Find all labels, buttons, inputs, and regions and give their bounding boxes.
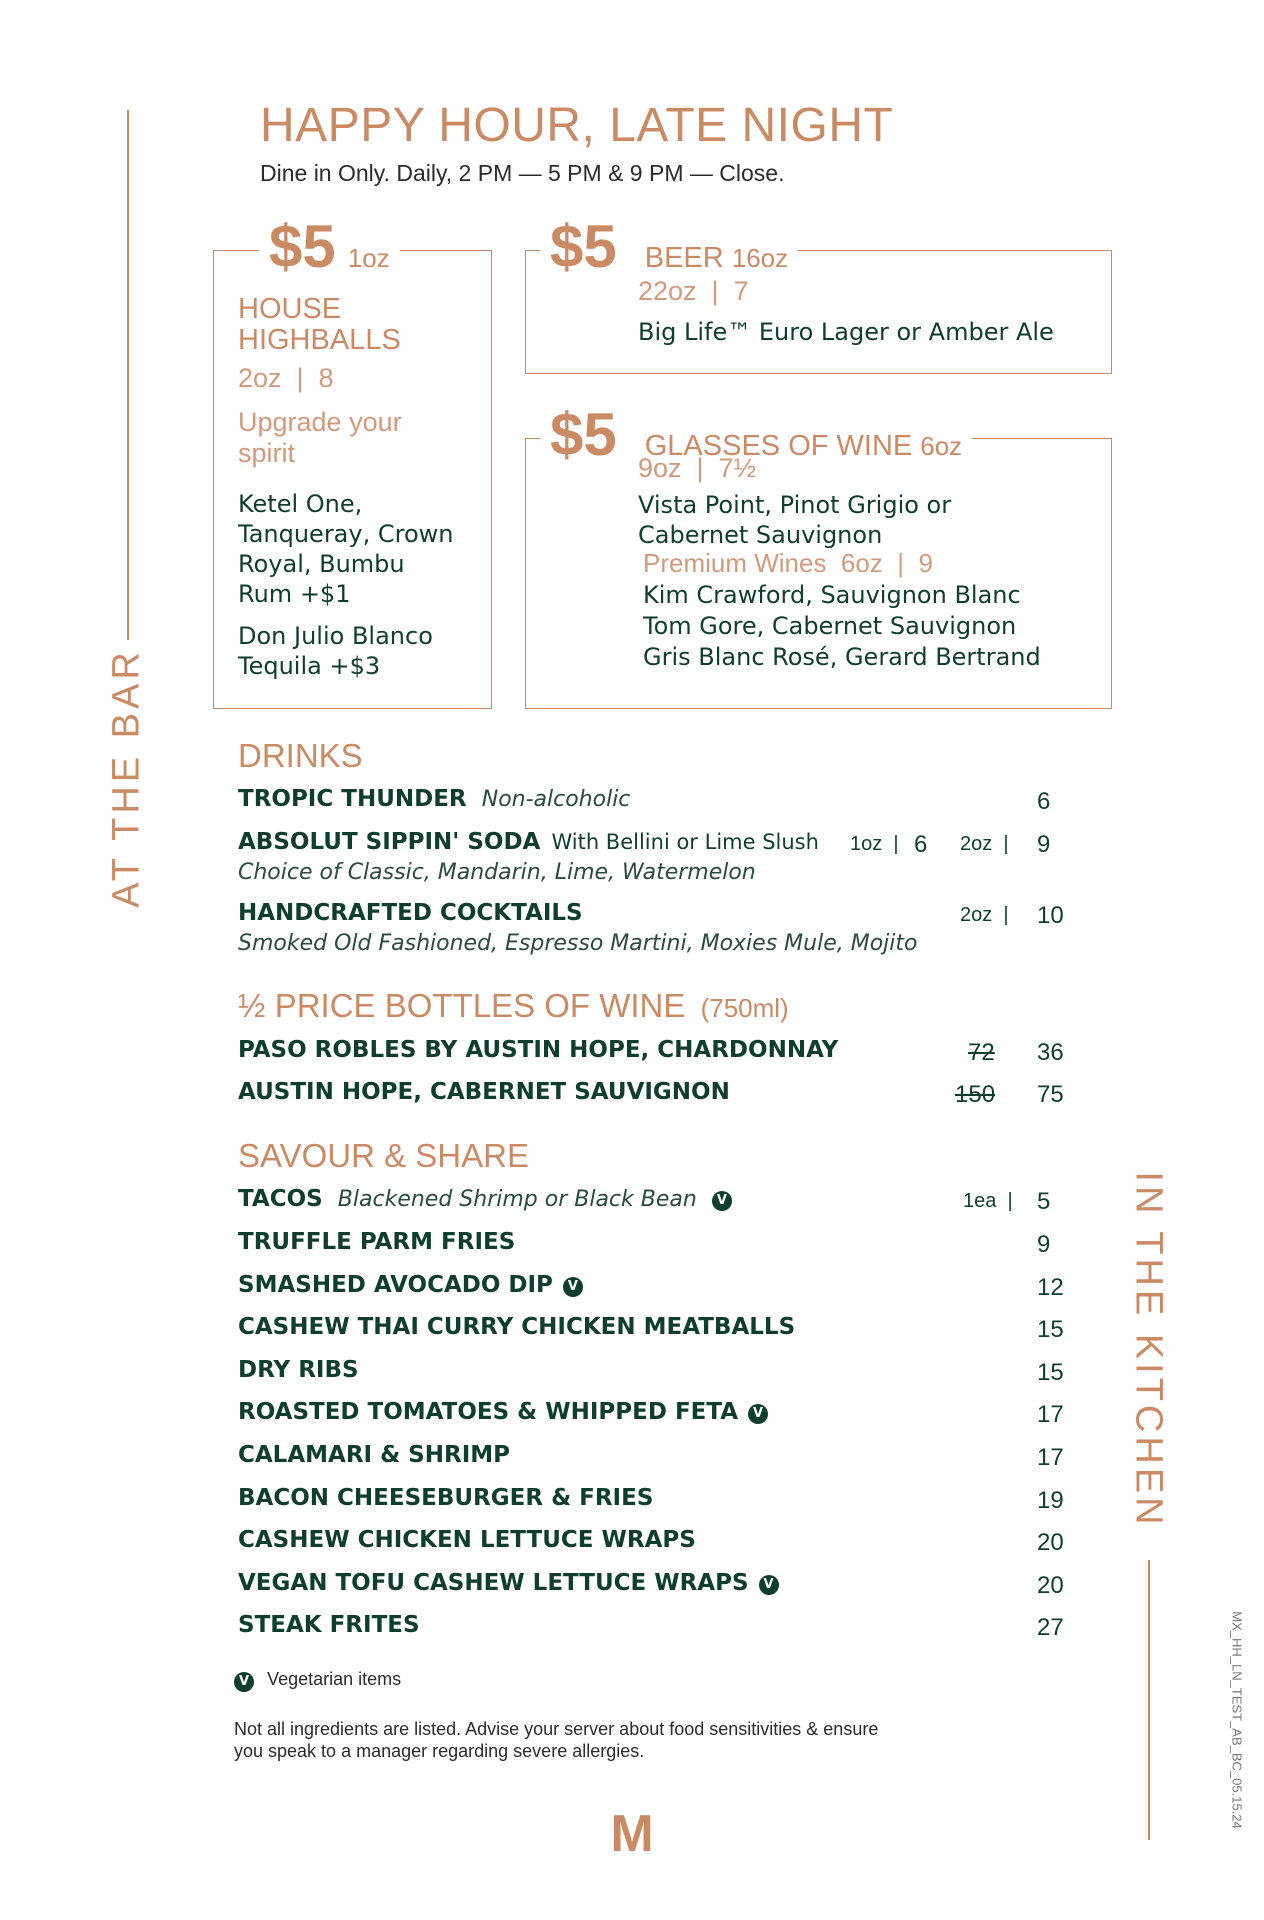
highballs-alt-size: 2oz | 8 [238,363,334,393]
highballs-size: 1oz [347,243,390,273]
menu-item [238,1399,1068,1433]
side-label-bar: AT THE BAR [105,648,148,908]
item-size-1: 1oz | [850,833,899,855]
item-price: 17 [1037,1444,1064,1471]
bottles-title: ½ PRICE BOTTLES OF WINE [238,987,686,1024]
item-name: BACON CHEESEBURGER & FRIES [238,1484,654,1511]
wine-premium-2: Tom Gore, Cabernet Sauvignon [643,612,1017,640]
brand-logo: M [610,1805,654,1863]
item-old-price: 150 [955,1081,996,1108]
menu-item [238,1442,1068,1476]
highballs-premium-item: Don Julio Blanco Tequila +$3 [238,622,433,680]
menu-item-absolut-soda [238,829,1068,863]
wine-alt-size: 9oz | 7½ [638,453,757,483]
vegetarian-icon: V [234,1672,254,1692]
item-desc: Blackened Shrimp or Black Bean [337,1187,697,1212]
highballs-heading: HOUSE HIGHBALLS [238,293,401,356]
document-code: MX_HH_LN_TEST_AB_BC_05.15.24 [1229,1611,1245,1829]
highballs-upgrade-label: Upgrade your spirit [238,407,402,468]
item-old-price: 72 [968,1039,995,1066]
item-price: 12 [1037,1273,1064,1301]
item-price: 75 [1037,1081,1064,1108]
beer-heading: BEER [644,242,724,274]
vegetarian-icon: V [748,1404,768,1424]
disclaimer-line-1: Not all ingredients are listed. Advise your server about food sensitivities & ensure [234,1719,879,1739]
item-price-1: 6 [914,831,928,858]
side-label-kitchen: IN THE KITCHEN [1127,1171,1170,1529]
vegetarian-note: Vegetarian items [267,1669,402,1689]
item-name: SMASHED AVOCADO DIP [238,1271,553,1298]
menu-item [238,1229,1068,1263]
item-name: TRUFFLE PARM FRIES [238,1229,516,1255]
beer-alt-size: 22oz | 7 [638,276,749,306]
wine-house-items: Vista Point, Pinot Grigio or Cabernet Sauvignon [638,491,952,549]
item-name: DRY RIBS [238,1356,359,1383]
bottles-heading [238,987,789,1025]
item-price: 20 [1037,1529,1064,1557]
item-name: STEAK FRITES [238,1612,420,1639]
wine-heading: GLASSES OF WINE [644,430,913,462]
wine-price: $5 [550,401,617,468]
item-price: 5 [1037,1188,1051,1215]
cocktails-list: Smoked Old Fashioned, Espresso Martini, Moxies Mule, Mojito [238,931,918,956]
item-price: 27 [1037,1614,1064,1642]
item-name: TACOS [238,1186,323,1212]
menu-item [238,1527,1068,1561]
menu-item [238,1314,1068,1348]
bottles-unit: (750ml) [700,993,789,1023]
wine-size: 6oz [920,431,963,461]
menu-item [238,1357,1068,1391]
page-subtitle: Dine in Only. Daily, 2 PM — 5 PM & 9 PM — Close. [260,160,785,186]
absolut-choices: Choice of Classic, Mandarin, Lime, Watermelon [238,860,756,885]
menu-item-tropic-thunder [238,786,1068,820]
highballs-upgrade-items: Ketel One, Tanqueray, Crown Royal, Bumbu Rum +$1 [238,490,454,608]
wine-premium-1: Kim Crawford, Sauvignon Blanc [643,581,1021,609]
menu-item [238,1612,1068,1646]
item-name: ABSOLUT SIPPIN' SODA [238,829,541,855]
item-name: CASHEW CHICKEN LETTUCE WRAPS [238,1527,696,1554]
item-price: 15 [1037,1316,1064,1344]
left-divider-line [127,110,129,640]
disclaimer-line-2: you speak to a manager regarding severe allergies. [234,1741,645,1761]
wine-premium-label: Premium Wines 6oz | 9 [643,548,933,578]
menu-item [238,1485,1068,1519]
highballs-price-tag [259,212,400,281]
menu-item [238,1570,1068,1604]
share-heading: SAVOUR & SHARE [238,1137,529,1174]
item-price: 17 [1037,1401,1064,1429]
item-name: HANDCRAFTED COCKTAILS [238,900,583,926]
vegetarian-icon: V [563,1277,583,1297]
item-desc: Non-alcoholic [481,787,631,812]
item-name: PASO ROBLES BY AUSTIN HOPE, CHARDONNAY [238,1037,839,1063]
beer-price: $5 [550,213,617,280]
item-price: 15 [1037,1358,1064,1386]
bottle-item [238,1037,1068,1071]
item-price: 6 [1037,788,1051,815]
item-name: CASHEW THAI CURRY CHICKEN MEATBALLS [238,1314,796,1341]
highballs-price: $5 [269,213,336,280]
item-price-2: 9 [1037,831,1051,858]
item-size: 2oz | [960,904,1009,926]
item-price: 9 [1037,1231,1051,1258]
page-title: HAPPY HOUR, LATE NIGHT [260,99,894,152]
item-price: 36 [1037,1039,1064,1066]
item-desc: With Bellini or Lime Slush [551,830,819,854]
item-price: 19 [1037,1486,1064,1514]
menu-item-tacos [238,1186,1068,1220]
item-name: AUSTIN HOPE, CABERNET SAUVIGNON [238,1079,730,1105]
beer-price-tag [540,212,798,281]
beer-items: Big Life™ Euro Lager or Amber Ale [638,318,1054,346]
vegetarian-icon: V [712,1191,732,1211]
vegetarian-icon: V [759,1575,779,1595]
item-price: 20 [1037,1571,1064,1599]
item-name: TROPIC THUNDER [238,786,467,812]
item-size-2: 2oz | [960,833,1009,855]
item-size: 1ea | [963,1190,1013,1212]
menu-item-cocktails [238,900,1068,934]
item-name: ROASTED TOMATOES & WHIPPED FETA [238,1399,739,1426]
item-price: 10 [1037,902,1064,929]
beer-size: 16oz [731,243,789,273]
right-divider-line [1148,1560,1150,1840]
wine-premium-3: Gris Blanc Rosé, Gerard Bertrand [643,643,1041,671]
menu-item [238,1272,1068,1306]
vegetarian-legend [234,1669,401,1692]
drinks-heading: DRINKS [238,737,363,774]
item-name: CALAMARI & SHRIMP [238,1442,510,1468]
bottle-item [238,1079,1068,1113]
item-name: VEGAN TOFU CASHEW LETTUCE WRAPS [238,1569,749,1596]
